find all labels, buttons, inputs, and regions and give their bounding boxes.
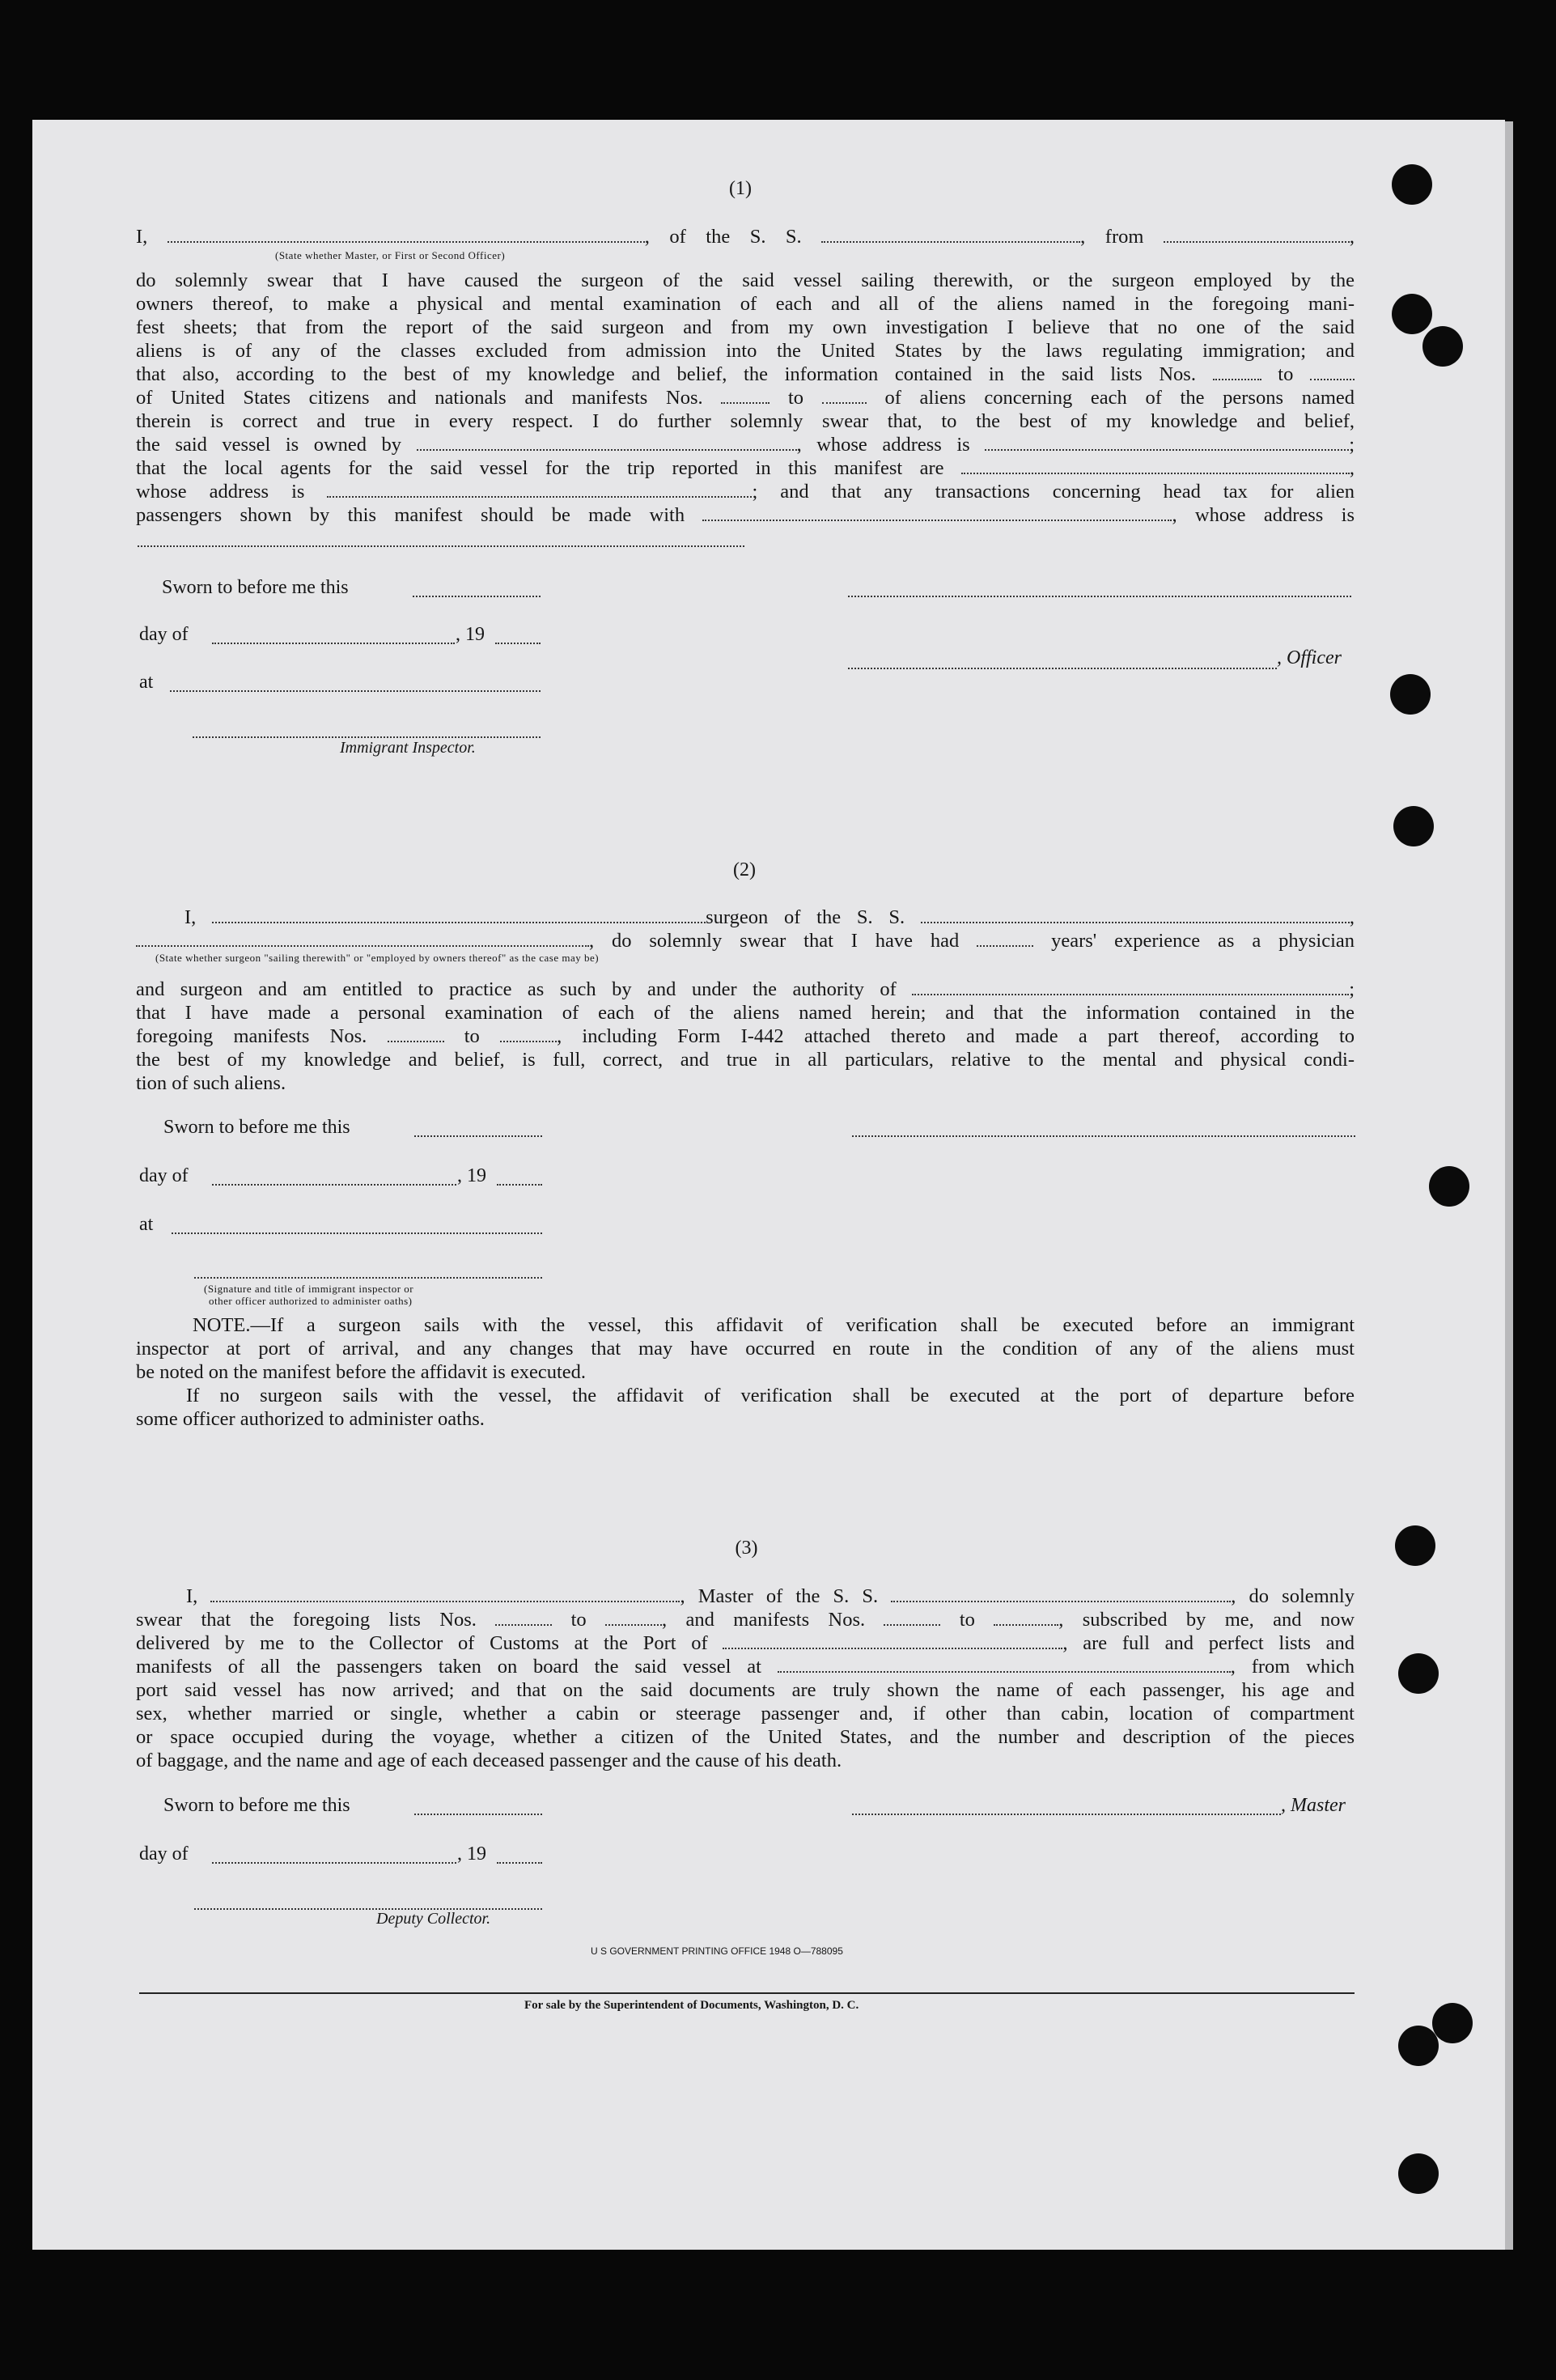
blank-field[interactable] (821, 230, 1080, 243)
text: , Master of the S. S. (680, 1585, 879, 1607)
blank-field[interactable] (500, 1029, 557, 1042)
s2-line-1 (136, 906, 1355, 929)
s1-line-6 (136, 363, 1355, 386)
punch-hole (1392, 294, 1432, 334)
sale-notice: For sale by the Superintendent of Documents, Washington, D. C. (524, 1999, 859, 2012)
s3-day-label: day of (139, 1843, 189, 1865)
text: , (1349, 226, 1355, 248)
blank-field[interactable] (822, 391, 867, 404)
s2-sig-note-1: (Signature and title of immigrant inspector or (204, 1283, 414, 1295)
text: whose address is (136, 481, 305, 503)
text: to (464, 1025, 480, 1047)
text: to (788, 387, 804, 409)
s3-line-8: of baggage, and the name and age of each deceased passenger and the cause of his death. (136, 1750, 842, 1771)
s2-subcaption: (State whether surgeon "sailing therewith" or "employed by owners thereof" as the case may be) (155, 952, 600, 964)
text: of aliens concerning each of the persons named (884, 387, 1355, 409)
section-2-number: (2) (733, 859, 756, 880)
s2-sworn-label: Sworn to before me this (163, 1117, 350, 1138)
text: to (1278, 363, 1294, 385)
s2-oath-signature[interactable] (194, 1277, 542, 1279)
text: that the local agents for the said vessel for the trip reported in this manifest are (136, 457, 944, 479)
text: surgeon of the S. S. (706, 906, 905, 928)
s2-line-2 (136, 929, 1355, 952)
s3-line-6: sex, whether married or single, whether a cabin or steerage passenger and, if other than cabin, location of compartment (136, 1703, 1355, 1725)
s1-inspector-label: Immigrant Inspector. (340, 739, 476, 757)
punch-hole (1398, 1653, 1439, 1694)
s1-line-2: do solemnly swear that I have caused the surgeon of the said vessel sailing therewith, or the surgeon employed by the (136, 269, 1355, 291)
s2-note-line-5: some officer authorized to administer oaths. (136, 1408, 485, 1430)
blank-field[interactable] (921, 910, 1350, 923)
s1-officer-label: , Officer (1277, 647, 1342, 668)
s1-at-field[interactable] (170, 690, 541, 692)
blank-field[interactable] (977, 934, 1033, 947)
s2-sig-note-2: other officer authorized to administer oaths) (209, 1295, 413, 1307)
text: ; (1349, 978, 1355, 1000)
s2-at-field[interactable] (172, 1232, 542, 1234)
section-1-number: (1) (729, 178, 752, 199)
punch-hole (1393, 806, 1434, 846)
text: ; (1349, 434, 1355, 456)
blank-field[interactable] (702, 508, 1172, 521)
s2-line-7: tion of such aliens. (136, 1072, 286, 1094)
text: , including Form I-442 attached thereto and made a part thereof, according to (557, 1025, 1355, 1047)
punch-hole (1422, 326, 1463, 367)
blank-field[interactable] (985, 438, 1349, 451)
s3-sworn-field[interactable] (414, 1814, 542, 1815)
blank-field[interactable] (884, 1613, 940, 1626)
blank-field[interactable] (723, 1636, 1062, 1649)
punch-hole (1398, 2153, 1439, 2194)
s1-line-8: therein is correct and true in every respect. I do further solemnly swear that, to the best of my knowledge and belief, (136, 410, 1355, 432)
punch-hole (1432, 2003, 1473, 2043)
gpo-imprint: U S GOVERNMENT PRINTING OFFICE 1948 O—788095 (591, 1945, 843, 1957)
blank-field[interactable] (136, 934, 589, 947)
punch-hole (1429, 1166, 1469, 1207)
text: , whose address is (1172, 504, 1355, 526)
text: , are full and perfect lists and (1062, 1632, 1355, 1654)
blank-field[interactable] (495, 1613, 552, 1626)
s1-subcaption: (State whether Master, or First or Second Officer) (275, 249, 506, 261)
blank-field[interactable] (994, 1613, 1058, 1626)
blank-field[interactable] (1310, 367, 1355, 380)
s2-note-line-3: be noted on the manifest before the affidavit is executed. (136, 1361, 587, 1383)
text: to (570, 1609, 587, 1631)
text: , from which (1230, 1656, 1355, 1678)
s1-line-11 (136, 480, 1355, 503)
text: , from (1080, 226, 1144, 248)
s1-signature-line[interactable] (848, 596, 1351, 597)
s1-line-7 (136, 386, 1355, 409)
text: delivered by me to the Collector of Customs at the Port of (136, 1632, 708, 1654)
s3-day-field[interactable] (212, 1862, 456, 1864)
text: I, (186, 1585, 198, 1607)
text: years' experience as a physician (1051, 930, 1355, 952)
s1-address-line[interactable] (138, 545, 744, 547)
s2-line-3 (136, 978, 1355, 1001)
s2-line-6: the best of my knowledge and belief, is full, correct, and true in all particulars, relative to the mental and physical condi- (136, 1049, 1355, 1071)
s1-inspector-signature[interactable] (193, 736, 541, 738)
s2-note-line-2: inspector at port of arrival, and any changes that may have occurred en route in the condition of any of the aliens must (136, 1338, 1355, 1360)
text: , (1349, 906, 1355, 928)
text: If no surgeon sails with the vessel, the affidavit of verification shall be executed at the port of departure before (186, 1385, 1355, 1406)
text: , subscribed by me, and now (1058, 1609, 1355, 1631)
text: NOTE.—If a surgeon sails with the vessel, this affidavit of verification shall be executed before an immigrant (193, 1314, 1355, 1336)
s1-sworn-field[interactable] (413, 596, 541, 597)
s1-line-1 (136, 225, 1355, 248)
text: , whose address is (796, 434, 970, 456)
s2-day-field[interactable] (212, 1184, 456, 1186)
blank-field[interactable] (417, 438, 797, 451)
s1-officer-line[interactable] (848, 668, 1277, 669)
punch-hole (1398, 2026, 1439, 2066)
s3-line-7: or space occupied during the voyage, whether a citizen of the United States, and the number and description of the pieces (136, 1726, 1355, 1748)
text: foregoing manifests Nos. (136, 1025, 367, 1047)
s1-year-field[interactable] (495, 643, 541, 644)
text: and surgeon and am entitled to practice as such by and under the authority of (136, 978, 897, 1000)
blank-field[interactable] (721, 391, 770, 404)
s3-collector-label: Deputy Collector. (376, 1910, 491, 1928)
s2-day-label: day of (139, 1165, 189, 1186)
text: of United States citizens and nationals and manifests Nos. (136, 387, 703, 409)
blank-field[interactable] (778, 1660, 1231, 1673)
blank-field[interactable] (605, 1613, 662, 1626)
s3-master-line[interactable] (852, 1814, 1281, 1815)
blank-field[interactable] (212, 910, 706, 923)
blank-field[interactable] (1213, 367, 1261, 380)
s1-day-label: day of (139, 624, 189, 645)
blank-field[interactable] (961, 461, 1350, 474)
text: I, (184, 906, 197, 928)
s3-line-3 (136, 1631, 1355, 1655)
s2-at-label: at (139, 1214, 154, 1235)
s1-line-5: aliens is of any of the classes excluded from admission into the United States by the laws regulating immigration; and (136, 340, 1355, 362)
blank-field[interactable] (327, 485, 752, 498)
blank-field[interactable] (891, 1589, 1231, 1602)
s1-line-3: owners thereof, to make a physical and mental examination of each and all of the aliens named in the foregoing mani- (136, 293, 1355, 315)
s2-year-label: , 19 (457, 1165, 486, 1186)
blank-field[interactable] (388, 1029, 444, 1042)
s1-at-label: at (139, 672, 154, 693)
s1-line-10 (136, 456, 1355, 480)
blank-field[interactable] (167, 230, 645, 243)
s3-line-5: port said vessel has now arrived; and that on the said documents are truly shown the name of each passenger, his age and (136, 1679, 1355, 1701)
s3-year-label: , 19 (457, 1843, 486, 1865)
text: , of the S. S. (644, 226, 802, 248)
sheet-edge (1505, 121, 1513, 2250)
s1-year-label: , 19 (456, 624, 485, 645)
s3-line-1 (136, 1585, 1355, 1608)
s2-sworn-field[interactable] (414, 1135, 542, 1137)
text: that also, according to the best of my knowledge and belief, the information contained in the said lists Nos. (136, 363, 1196, 385)
s1-line-12 (136, 503, 1355, 527)
s1-sworn-label: Sworn to before me this (162, 577, 349, 598)
section-3-number: (3) (735, 1538, 758, 1559)
s3-line-2 (136, 1608, 1355, 1631)
footer-rule (139, 1992, 1355, 1994)
blank-field[interactable] (912, 982, 1349, 995)
s2-line-4: that I have made a personal examination of each of the aliens named herein; and that the information contained in the (136, 1002, 1355, 1024)
text: I, (136, 226, 148, 248)
s1-line-9 (136, 433, 1355, 456)
s2-line-5 (136, 1025, 1355, 1048)
s2-note-line-4 (136, 1384, 1355, 1407)
text: the said vessel is owned by (136, 434, 402, 456)
s2-year-field[interactable] (497, 1184, 542, 1186)
text: swear that the foregoing lists Nos. (136, 1609, 477, 1631)
text: , (1349, 457, 1355, 479)
text: to (959, 1609, 975, 1631)
s1-line-4: fest sheets; that from the report of the said surgeon and from my own investigation I believe that no one of the said (136, 316, 1355, 338)
s3-master-label: , Master (1281, 1795, 1346, 1816)
blank-field[interactable] (1164, 230, 1350, 243)
text: passengers shown by this manifest should be made with (136, 504, 685, 526)
text: manifests of all the passengers taken on board the said vessel at (136, 1656, 761, 1678)
text: , do solemnly swear that I have had (589, 930, 960, 952)
s1-day-field[interactable] (212, 643, 455, 644)
s3-year-field[interactable] (497, 1862, 542, 1864)
s3-line-4 (136, 1655, 1355, 1678)
blank-field[interactable] (210, 1589, 680, 1602)
s2-signature-line[interactable] (852, 1135, 1355, 1137)
punch-hole (1390, 674, 1431, 715)
text: ; and that any transactions concerning head tax for alien (752, 481, 1355, 503)
s2-note-line-1 (136, 1313, 1355, 1337)
s3-sworn-label: Sworn to before me this (163, 1795, 350, 1816)
text: , do solemnly (1231, 1585, 1355, 1607)
text: , and manifests Nos. (662, 1609, 866, 1631)
